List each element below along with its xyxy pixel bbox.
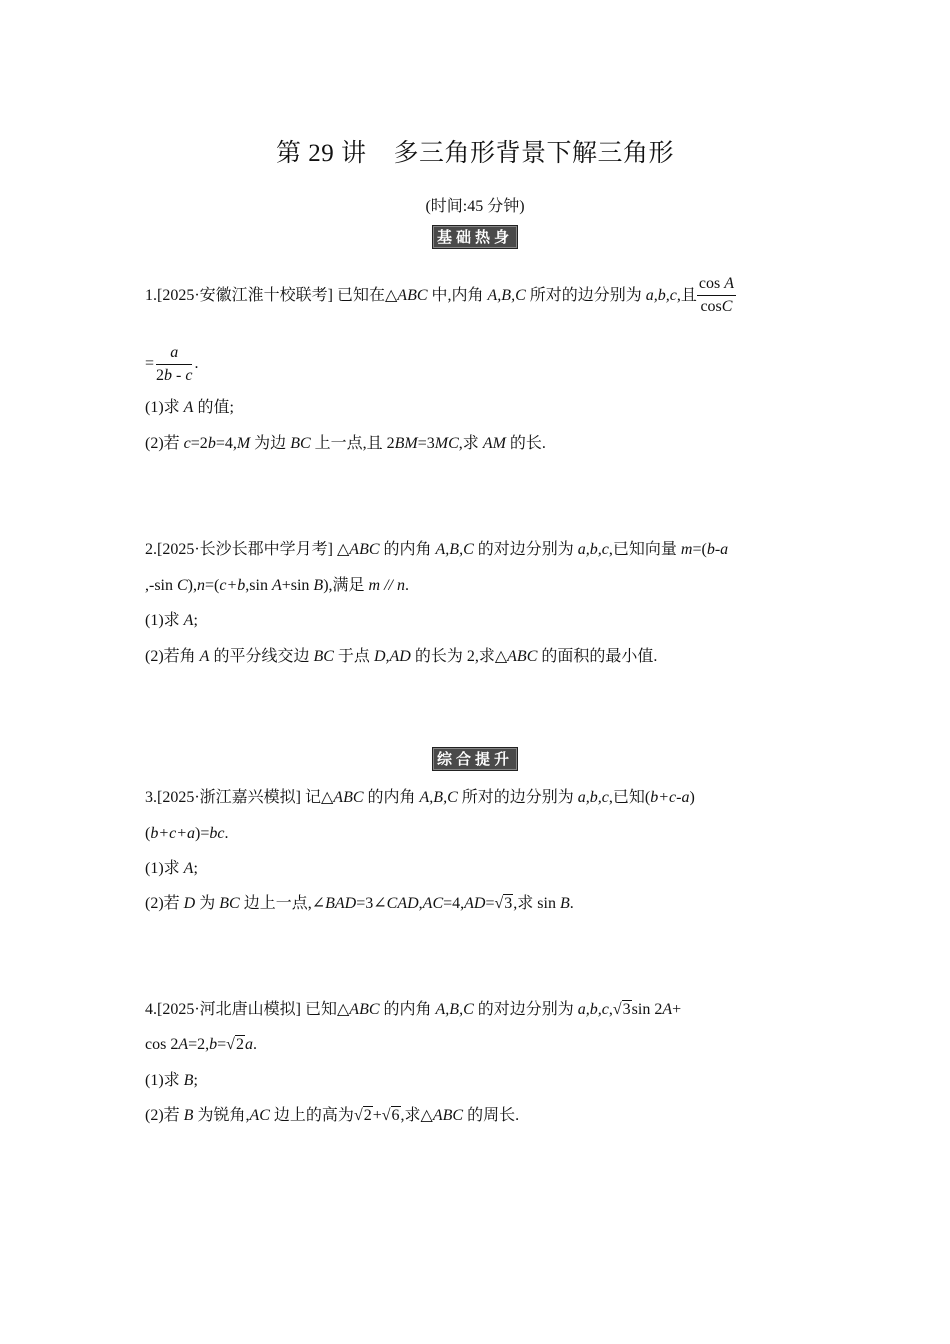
- fraction-a-over-2b-c: $\frac{a}{2b - c}$: [156, 344, 193, 384]
- square-root: √2: [353, 1107, 372, 1124]
- problem-1-line-1: 1.[2025·安徽江淮十校联考] 已知在△ABC 中,内角 A,B,C 所对的边分别为 a,b,c,且 $\frac{\text{cos A}}{\cos C}$: [145, 275, 734, 315]
- problem-2-question-1: (1)求 A;: [145, 612, 198, 629]
- square-root: √2: [226, 1036, 244, 1053]
- section-label: 综合提升: [432, 747, 518, 771]
- square-root: √6: [381, 1107, 400, 1124]
- problem-2-line-2: ,-sin C),n=(c+b,sin A+sin B),满足 m // n.: [145, 577, 409, 594]
- problem-3-question-1: (1)求 A;: [145, 860, 198, 877]
- problem-1-line-2: = $\frac{a}{2b - c}$ .: [145, 344, 199, 384]
- problem-3-question-2: (2)若 D 为 BC 边上一点,∠BAD=3∠CAD,AC=4,AD=√3,求 sin B.: [145, 895, 574, 912]
- section-banner-basic: [0, 225, 950, 249]
- problem-1-question-2: (2)若 c=2b=4,M 为边 BC 上一点,且 2BM=3MC,求 AM 的长.: [145, 435, 546, 452]
- problem-3-line-2: (b+c+a)=bc.: [145, 825, 229, 842]
- fraction-cosA-cosC: $\frac{\text{cos A}}{\cos C}$: [698, 275, 734, 315]
- problem-4-question-2: (2)若 B 为锐角,AC 边上的高为√2+√6,求△ABC 的周长.: [145, 1107, 520, 1124]
- problem-4-question-1: (1)求 B;: [145, 1072, 198, 1089]
- time-limit: (时间:45 分钟): [425, 198, 525, 215]
- section-label: 基础热身: [432, 225, 518, 249]
- square-root: √3: [612, 1001, 631, 1018]
- section-banner-advanced: [0, 747, 950, 771]
- page-title: 第 29 讲 多三角形背景下解三角形: [275, 140, 674, 167]
- problem-4-line-2: cos 2A=2,b=√2a.: [145, 1036, 257, 1053]
- problem-2-line-1: 2.[2025·长沙长郡中学月考] △ABC 的内角 A,B,C 的对边分别为 a,b,c,已知向量 m=(b-a: [145, 541, 729, 558]
- square-root: √3: [494, 895, 513, 912]
- problem-4-line-1: 4.[2025·河北唐山模拟] 已知△ABC 的内角 A,B,C 的对边分别为 a,b,c,√3sin 2A+: [145, 1001, 682, 1018]
- problem-3-line-1: 3.[2025·浙江嘉兴模拟] 记△ABC 的内角 A,B,C 所对的边分别为 a,b,c,已知(b+c-a): [145, 789, 695, 806]
- problem-2-question-2: (2)若角 A 的平分线交边 BC 于点 D,AD 的长为 2,求△ABC 的面积的最小值.: [145, 648, 658, 665]
- problem-1-question-1: (1)求 A 的值;: [145, 399, 234, 416]
